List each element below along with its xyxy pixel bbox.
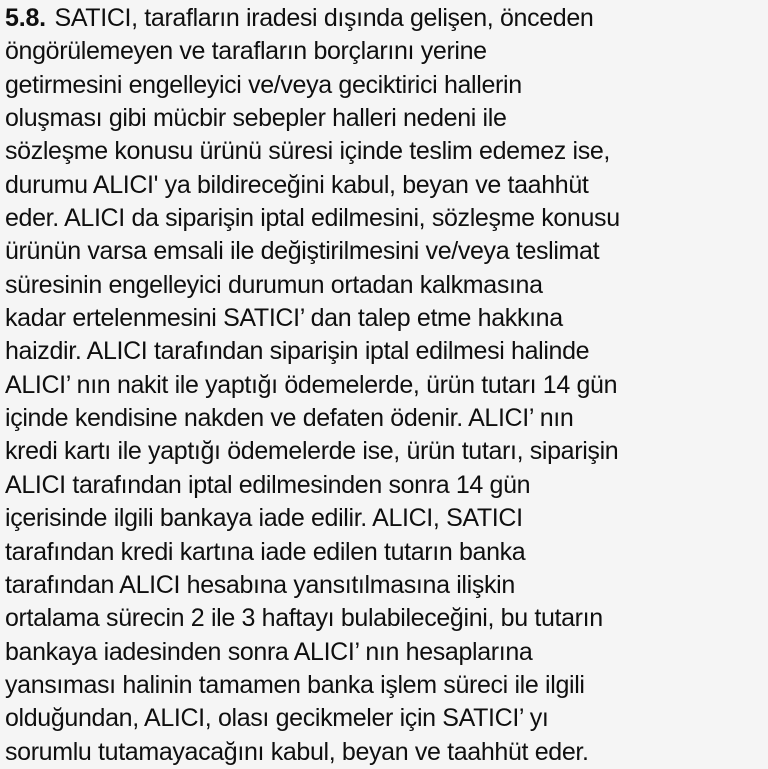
paragraph-line: tarafından kredi kartına iade edilen tutarın banka xyxy=(5,537,526,566)
paragraph-line-first xyxy=(5,2,766,35)
paragraph-line: yansıması halinin tamamen banka işlem süreci ile ilgili xyxy=(5,670,585,699)
paragraph-line: ALICI tarafından iptal edilmesinden sonra 14 gün xyxy=(5,470,531,499)
paragraph-line: oluşması gibi mücbir sebepler halleri nedeni ile xyxy=(5,104,507,133)
paragraph-line: eder. ALICI da siparişin iptal edilmesini, sözleşme konusu xyxy=(5,204,620,233)
paragraph-line: kadar ertelenmesini SATICI’ dan talep etme hakkına xyxy=(5,304,563,333)
paragraph-line: ALICI’ nın nakit ile yaptığı ödemelerde, ürün tutarı 14 gün xyxy=(5,370,618,399)
paragraph-line: ortalama sürecin 2 ile 3 haftayı bulabileceğini, bu tutarın xyxy=(5,604,603,633)
paragraph-line: kredi kartı ile yaptığı ödemelerde ise, ürün tutarı, siparişin xyxy=(5,437,619,466)
paragraph-line: ürünün varsa emsali ile değiştirilmesini ve/veya teslimat xyxy=(5,237,600,266)
paragraph-line: öngörülemeyen ve tarafların borçlarını yerine xyxy=(5,37,487,66)
paragraph-line: getirmesini engelleyici ve/veya geciktirici hallerin xyxy=(5,70,522,99)
paragraph-line-first-text: SATICI, tarafların iradesi dışında gelişen, önceden xyxy=(47,4,594,32)
paragraph-line: tarafından ALICI hesabına yansıtılmasına ilişkin xyxy=(5,570,515,599)
paragraph-line: haizdir. ALICI tarafından siparişin iptal edilmesi halinde xyxy=(5,337,590,366)
paragraph-line: bankaya iadesinden sonra ALICI’ nın hesaplarına xyxy=(5,637,533,666)
paragraph-line: içinde kendisine nakden ve defaten ödenir. ALICI’ nın xyxy=(5,404,574,433)
paragraph-line: durumu ALICI' ya bildireceğini kabul, beyan ve taahhüt xyxy=(5,170,589,199)
clause-number: 5.8. xyxy=(5,4,46,32)
paragraph-body xyxy=(5,35,766,769)
paragraph-line: sorumlu tutamayacağını kabul, beyan ve taahhüt eder. xyxy=(5,737,589,766)
paragraph-line: olduğundan, ALICI, olası gecikmeler için SATICI’ yı xyxy=(5,704,549,733)
paragraph-line: sözleşme konusu ürünü süresi içinde teslim edemez ise, xyxy=(5,137,611,166)
paragraph-line: içerisinde ilgili bankaya iade edilir. ALICI, SATICI xyxy=(5,504,523,533)
paragraph-line: süresinin engelleyici durumun ortadan kalkmasına xyxy=(5,270,543,299)
